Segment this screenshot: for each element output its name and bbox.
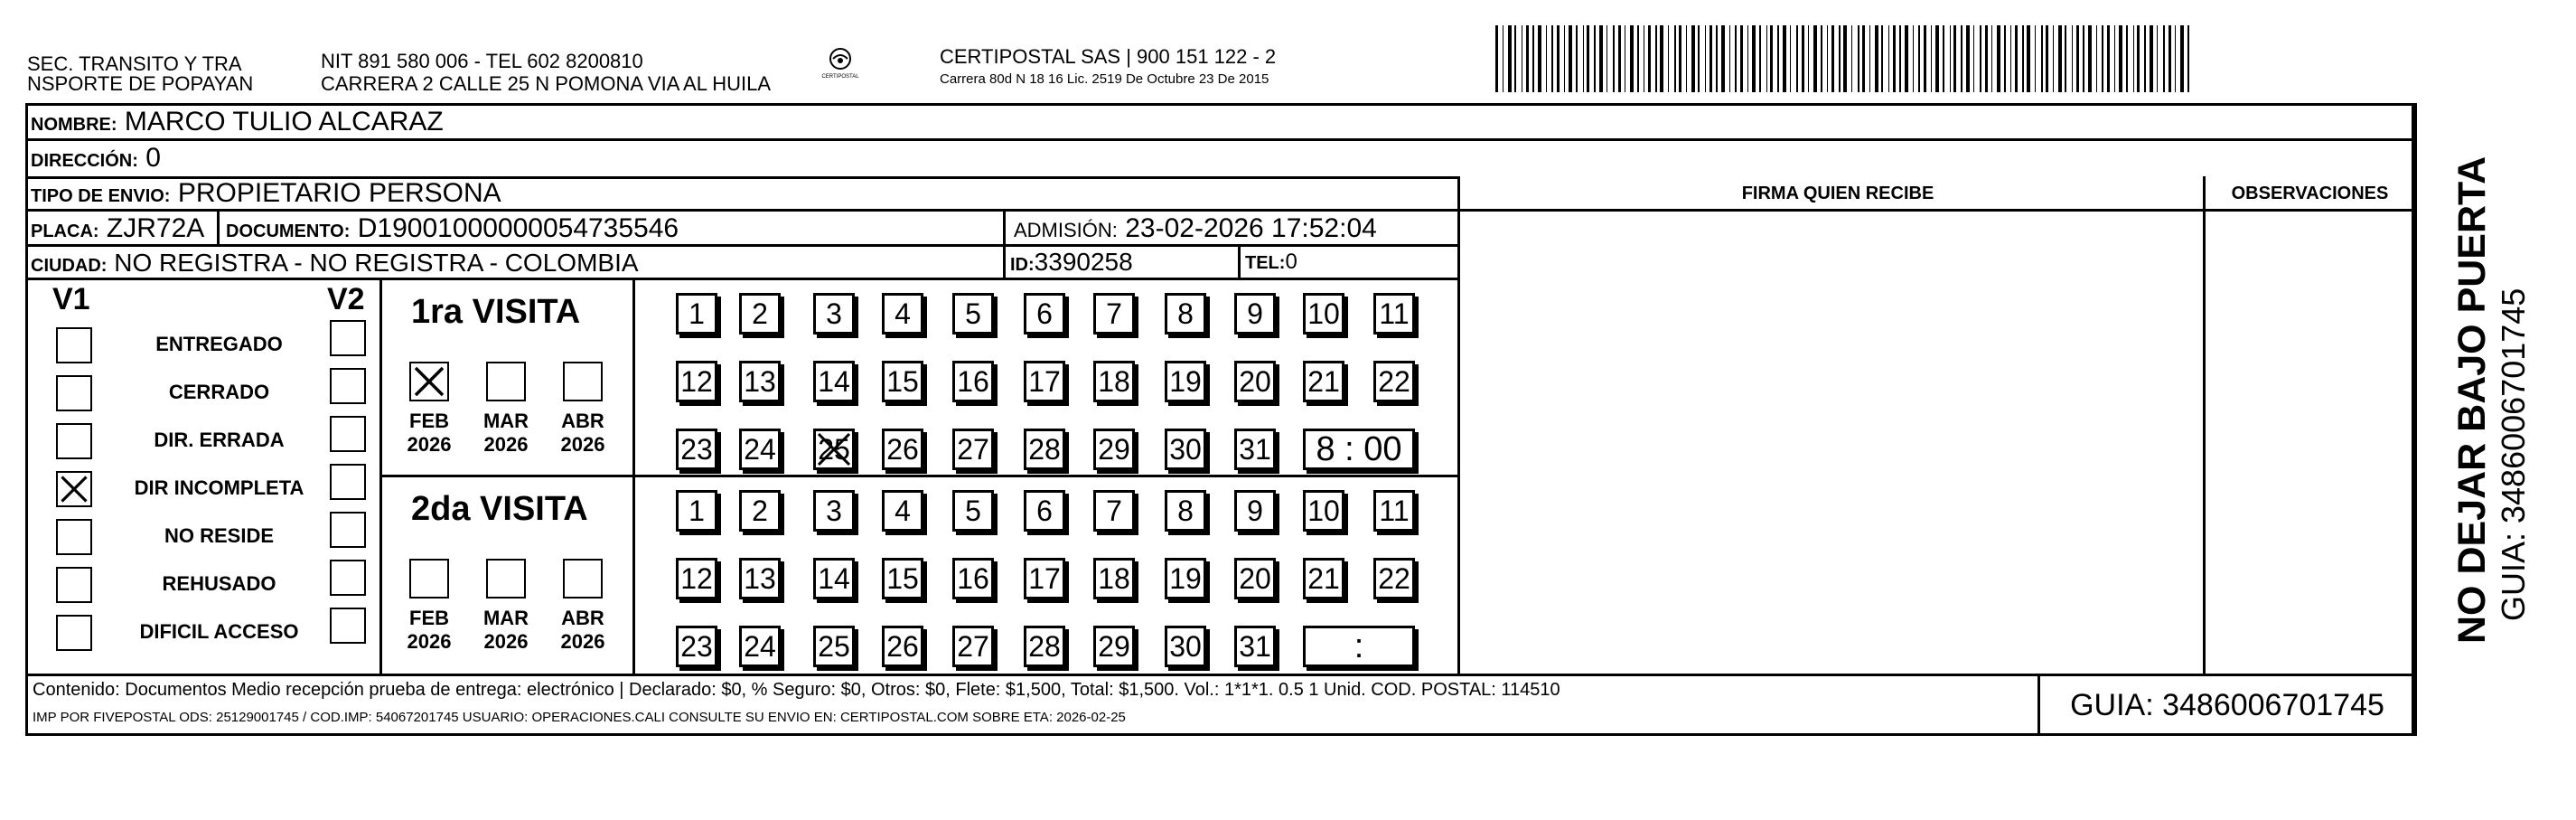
status-label: NO RESIDE [164,524,275,547]
nombre-label: NOMBRE: [31,115,117,135]
day-box[interactable]: 28 [1024,429,1065,470]
id-value: 3390258 [1034,248,1133,276]
nombre-value: MARCO TULIO ALCARAZ [124,107,444,137]
day-box[interactable]: 31 [1234,626,1276,667]
month-label: MAR 2026 [482,410,529,456]
status-v2-checkbox[interactable] [330,368,366,404]
tel-label: TEL: [1245,253,1286,273]
day-box[interactable]: 4 [882,293,923,335]
direccion-label: DIRECCIÓN: [31,151,138,171]
day-box[interactable]: 23 [676,626,717,667]
day-box[interactable]: 27 [952,429,994,470]
visit-title: 2da VISITA [411,490,588,528]
status-label: DIR. ERRADA [154,429,285,451]
month-label: FEB 2026 [407,410,452,456]
time-box[interactable]: 8 : 00 [1303,429,1415,470]
month-checkbox[interactable] [486,362,526,401]
day-box[interactable]: 17 [1024,558,1065,599]
day-box[interactable]: 29 [1093,429,1135,470]
barcode [1495,25,2196,92]
tipo-label: TIPO DE ENVIO: [31,186,171,206]
day-box[interactable]: 31 [1234,429,1276,470]
sender-line-1: SEC. TRANSITO Y TRA [27,52,242,75]
day-box[interactable]: 1 [676,490,717,532]
firma-header: FIRMA QUIEN RECIBE [1741,184,1934,203]
day-box[interactable]: 15 [882,361,923,402]
placa-label: PLACA: [31,221,99,241]
status-v1-checkbox[interactable] [56,471,92,507]
day-box[interactable]: 21 [1303,361,1344,402]
day-box[interactable]: 9 [1234,490,1276,532]
day-box[interactable]: 12 [676,558,717,599]
status-v1-checkbox[interactable] [56,519,92,555]
month-checkbox[interactable] [563,362,603,401]
status-v2-checkbox[interactable] [330,464,366,500]
no-dejar-text: NO DEJAR BAJO PUERTA [2450,156,2494,644]
ciudad-value: NO REGISTRA - NO REGISTRA - COLOMBIA [114,249,639,277]
month-label: MAR 2026 [482,607,529,653]
time-box[interactable]: : [1303,626,1415,667]
documento-value: D19001000000054735546 [357,213,679,243]
certipostal-logo: CERTIPOSTAL [813,45,867,86]
month-label: ABR 2026 [560,607,605,653]
status-label: DIR INCOMPLETA [134,476,304,499]
tipo-value: PROPIETARIO PERSONA [177,178,501,208]
status-label: ENTREGADO [155,333,283,355]
day-box[interactable]: 3 [813,490,855,532]
day-box[interactable]: 29 [1093,626,1135,667]
day-box[interactable]: 6 [1024,490,1065,532]
day-box[interactable]: 13 [739,558,781,599]
day-box[interactable]: 9 [1234,293,1276,335]
placa-value: ZJR72A [106,213,205,243]
courier-line-2: Carrera 80d N 18 16 Lic. 2519 De Octubre 23 De 2015 [940,71,1269,87]
day-box[interactable]: 5 [952,490,994,532]
day-box[interactable]: 1 [676,293,717,335]
day-box[interactable]: 16 [952,558,994,599]
day-box[interactable]: 17 [1024,361,1065,402]
month-checkbox[interactable] [409,362,449,401]
status-label: CERRADO [168,381,270,403]
status-v2-checkbox[interactable] [330,512,366,548]
day-box[interactable]: 6 [1024,293,1065,335]
day-box[interactable]: 5 [952,293,994,335]
day-box[interactable]: 15 [882,558,923,599]
footer-contenido: Contenido: Documentos Medio recepción prueba de entrega: electrónico | Declarado: $0, % Seguro: $0, Otros: $0, Flete: $1,500, Total: $1,500. Vol.: 1*1*1. 0.5 1 Unid. COD. POSTAL: 114510 [33,680,1560,700]
day-box[interactable]: 19 [1165,361,1206,402]
day-box[interactable]: 30 [1165,626,1206,667]
day-box[interactable]: 21 [1303,558,1344,599]
id-label: ID: [1010,255,1035,275]
day-box[interactable]: 25 [813,429,855,470]
status-v1-checkbox[interactable] [56,615,92,651]
day-box[interactable]: 14 [813,361,855,402]
ciudad-label: CIUDAD: [31,256,108,276]
month-checkbox[interactable] [409,559,449,599]
day-box[interactable]: 12 [676,361,717,402]
status-v1-checkbox[interactable] [56,375,92,411]
admision-value: 23-02-2026 17:52:04 [1125,213,1377,243]
day-box[interactable]: 26 [882,429,923,470]
status-v2-checkbox[interactable] [330,416,366,452]
day-box[interactable]: 2 [739,490,781,532]
nit-line: NIT 891 580 006 - TEL 602 8200810 [321,50,643,72]
v2-header: V2 [327,282,365,316]
day-box[interactable]: 13 [739,361,781,402]
day-box[interactable]: 11 [1373,293,1415,335]
day-box[interactable]: 10 [1303,490,1344,532]
day-box[interactable]: 26 [882,626,923,667]
day-box[interactable]: 30 [1165,429,1206,470]
day-box[interactable]: 23 [676,429,717,470]
month-checkbox[interactable] [563,559,603,599]
v1-header: V1 [52,282,90,316]
day-box[interactable]: 18 [1093,361,1135,402]
day-box[interactable]: 7 [1093,490,1135,532]
day-box[interactable]: 11 [1373,490,1415,532]
day-box[interactable]: 28 [1024,626,1065,667]
day-box[interactable]: 14 [813,558,855,599]
sender-line-2: NSPORTE DE POPAYAN [27,72,254,95]
courier-line-1: CERTIPOSTAL SAS | 900 151 122 - 2 [940,45,1277,68]
day-box[interactable]: 2 [739,293,781,335]
day-box[interactable]: 3 [813,293,855,335]
day-box[interactable]: 24 [739,626,781,667]
guia-box: GUIA: 3486006701745 [2070,688,2384,722]
day-box[interactable]: 20 [1234,361,1276,402]
status-v1-checkbox[interactable] [56,423,92,459]
visit-title: 1ra VISITA [411,293,581,331]
side-text [2423,119,2532,644]
day-box[interactable]: 7 [1093,293,1135,335]
side-guia-text: GUIA: 3486006701745 [2495,287,2532,621]
footer-imp: IMP POR FIVEPOSTAL ODS: 25129001745 / COD.IMP: 54067201745 USUARIO: OPERACIONES.CALI CONSULTE SU ENVIO EN: CERTIPOSTAL.COM SOBRE ETA: 2026-02-25 [33,710,1126,725]
day-box[interactable]: 27 [952,626,994,667]
observaciones-header: OBSERVACIONES [2231,184,2389,203]
admision-label: ADMISIÓN: [1014,219,1118,241]
day-box[interactable]: 4 [882,490,923,532]
day-box[interactable]: 25 [813,626,855,667]
status-v1-checkbox[interactable] [56,567,92,603]
day-box[interactable]: 19 [1165,558,1206,599]
direccion-value: 0 [145,143,161,173]
status-v2-checkbox[interactable] [330,608,366,644]
status-v2-checkbox[interactable] [330,560,366,596]
day-box[interactable]: 8 [1165,490,1206,532]
month-label: FEB 2026 [407,607,452,653]
status-v1-checkbox[interactable] [56,327,92,363]
day-box[interactable]: 10 [1303,293,1344,335]
status-label: DIFICIL ACCESO [139,620,299,643]
day-box[interactable]: 8 [1165,293,1206,335]
day-box[interactable]: 24 [739,429,781,470]
status-v2-checkbox[interactable] [330,320,366,356]
status-label: REHUSADO [162,572,276,595]
day-box[interactable]: 16 [952,361,994,402]
day-box[interactable]: 20 [1234,558,1276,599]
tel-value: 0 [1285,250,1297,274]
documento-label: DOCUMENTO: [226,221,351,241]
month-label: ABR 2026 [560,410,605,456]
day-box[interactable]: 18 [1093,558,1135,599]
month-checkbox[interactable] [486,559,526,599]
day-box[interactable]: 22 [1373,558,1415,599]
address-line: CARRERA 2 CALLE 25 N POMONA VIA AL HUILA [321,72,772,95]
day-box[interactable]: 22 [1373,361,1415,402]
